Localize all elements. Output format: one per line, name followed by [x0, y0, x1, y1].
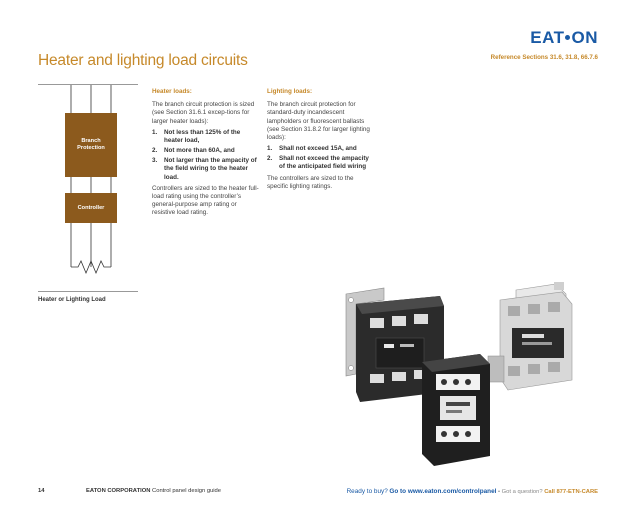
- eaton-logo: EAT ON: [530, 28, 598, 47]
- lighting-loads-section: [267, 88, 375, 194]
- page-title: Heater and lighting load circuits: [38, 52, 248, 69]
- reference-sections: Reference Sections 31.6, 31.8, 66.7.6: [490, 54, 598, 61]
- list-item: 1. Shall not exceed 15A, and: [267, 145, 357, 153]
- heater-outro: Controllers are sized to the heater full-load rating using the controller’s general-purpose amp rating or resistive load rating.: [152, 184, 259, 217]
- contactor-front-image: [422, 354, 490, 466]
- circuit-diagram: [38, 84, 138, 292]
- contactors-photo: [340, 270, 602, 466]
- controlpanel-link[interactable]: Go to www.eaton.com/controlpanel: [389, 488, 497, 495]
- heater-loads-section: [152, 88, 260, 220]
- branch-protection-box: Branch Protection: [65, 113, 117, 177]
- lighting-heading: Lighting loads:: [267, 88, 313, 95]
- list-item: 3. Not larger than the ampacity of the field wiring to the heater load.: [152, 157, 257, 181]
- heater-list: [152, 129, 260, 182]
- diagram-caption: Heater or Lighting Load: [38, 297, 106, 303]
- lighting-intro: The branch circuit protection for standard-duty incandescent lampholders or fluorescent ballasts (see Section 31.8.2 for larger lighting loads):: [267, 101, 370, 141]
- list-item: 2. Shall not exceed the ampacity of the anticipated field wiring: [267, 155, 369, 171]
- controller-box: Controller: [65, 193, 117, 223]
- list-item: 2. Not more than 60A, and: [152, 147, 235, 155]
- footer-corporation: EATON CORPORATION Control panel design guide: [86, 488, 222, 494]
- heater-heading: Heater loads:: [152, 88, 192, 95]
- list-item: 1. Not less than 125% of the heater load,: [152, 128, 241, 144]
- lighting-outro: The controllers are sized to the specific lighting ratings.: [267, 174, 354, 190]
- page-number: 14: [38, 488, 45, 494]
- footer-call-to-action: Ready to buy? Go to www.eaton.com/controlpanel • Got a question? Call 877-ETN-CARE: [346, 488, 598, 495]
- heater-intro: The branch circuit protection is sized (see Section 31.6.1 excep-tions for larger heater loads):: [152, 101, 255, 125]
- lighting-list: [267, 145, 375, 172]
- contactor-right-image: [488, 282, 572, 390]
